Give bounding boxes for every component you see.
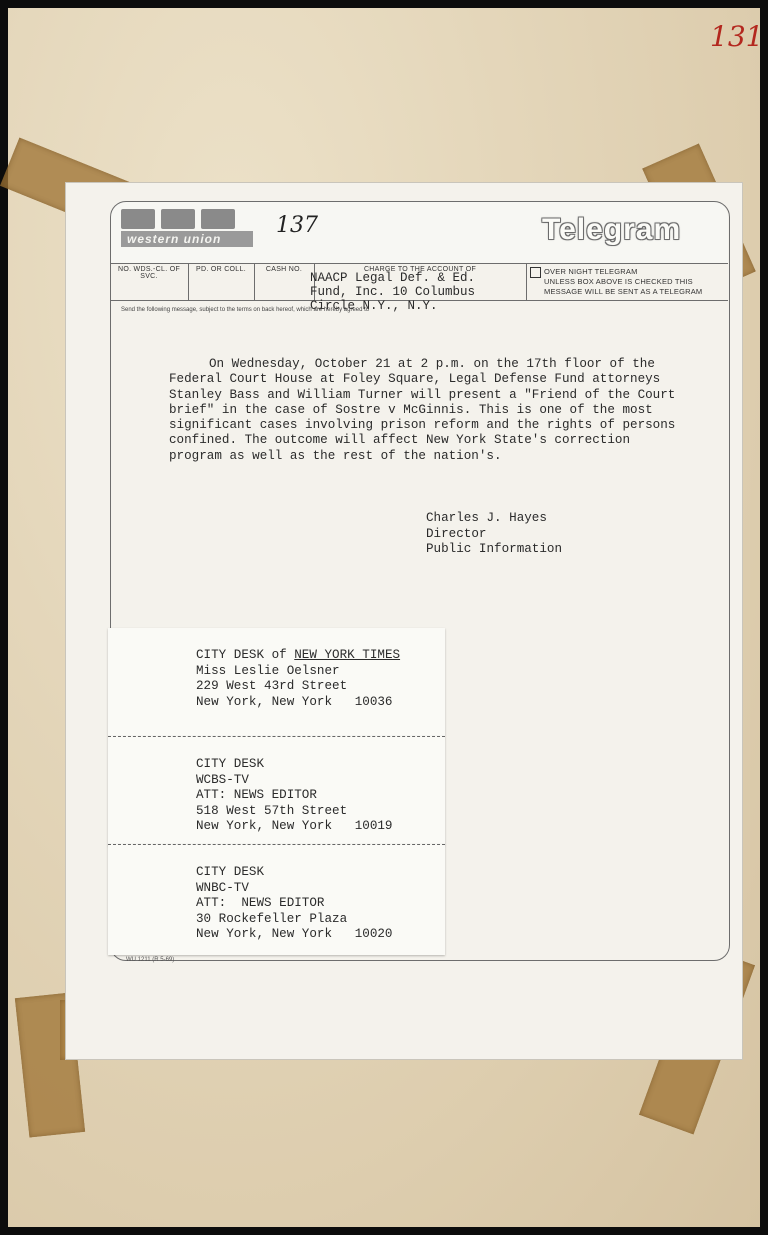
charge-to-account-text: NAACP Legal Def. & Ed. Fund, Inc. 10 Columbus Circle N.Y., N.Y. [310, 271, 476, 313]
logo-block [161, 209, 195, 229]
telegram-title: Telegram [542, 213, 682, 246]
field-cash-no: CASH NO. [254, 264, 315, 300]
brand-wordmark: western union [121, 231, 253, 247]
handwritten-file-number: 137 [276, 213, 318, 238]
signature-name: Charles J. Hayes [426, 511, 547, 525]
address-label-wcbs: CITY DESK WCBS-TV ATT: NEWS EDITOR 518 West 57th Street New York, New York 10019 [108, 736, 445, 845]
field-charge-account: CHARGE TO THE ACCOUNT OF [314, 264, 527, 300]
form-code: WU 1211 (R 5-69) [126, 957, 175, 963]
overnight-checkbox [530, 267, 541, 278]
message-paragraph: On Wednesday, October 21 at 2 p.m. on the 17th floor of the Federal Court House at Foley Square, Legal Defense Fund attorneys Stanley Bass and William Turner will present a "Friend of the Court brief" in the case of Sostre v McGinnis. This is one of the most significant cases involving prison reform and the rights of persons confined. The outcome will affect New York State's correction program as well as the rest of the nation's. [169, 357, 676, 463]
logo-block [121, 209, 155, 229]
signature-department: Public Information [426, 542, 563, 556]
send-instruction: Send the following message, subject to the terms on back hereof, which are hereby agreed to [121, 307, 370, 313]
field-paid-collect: PD. OR COLL. [188, 264, 255, 300]
western-union-logo [121, 209, 256, 249]
field-words-class: NO. WDS.-CL. OF SVC. [110, 264, 189, 300]
archive-page-number: 131 [710, 20, 764, 53]
logo-block [201, 209, 235, 229]
address-label-nyt: CITY DESK of NEW YORK TIMES Miss Leslie Oelsner 229 West 43rd Street New York, New York 10036 [108, 628, 445, 736]
signature-block [426, 511, 562, 558]
overnight-notice: OVER NIGHT TELEGRAM UNLESS BOX ABOVE IS CHECKED THIS MESSAGE WILL BE SENT AS A TELEGRAM [544, 267, 703, 296]
address-labels [108, 628, 445, 954]
signature-title: Director [426, 526, 487, 541]
address-label-wnbc: CITY DESK WNBC-TV ATT: NEWS EDITOR 30 Rockefeller Plaza New York, New York 10020 [108, 844, 445, 955]
message-body [169, 357, 689, 464]
